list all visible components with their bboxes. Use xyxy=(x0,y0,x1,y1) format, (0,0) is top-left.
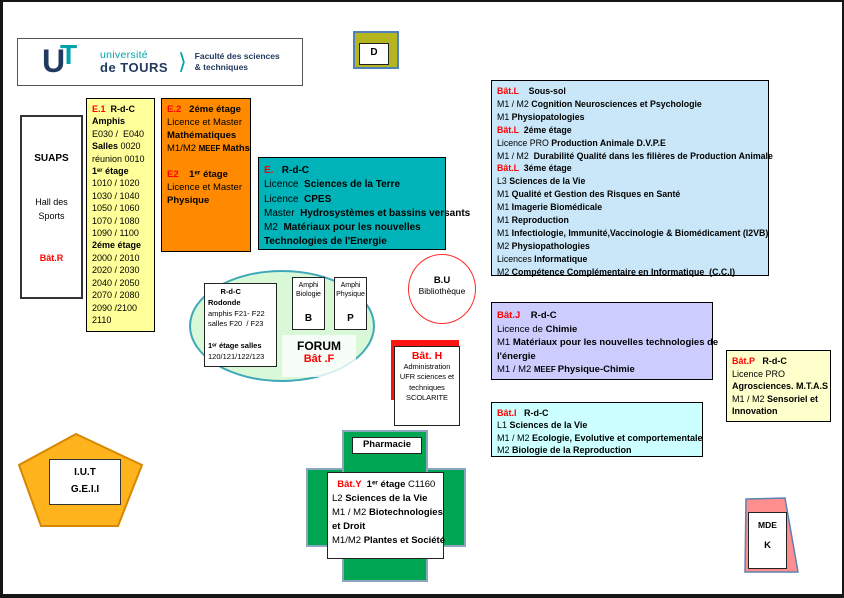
amphi-physique xyxy=(334,277,367,330)
amphi-phy-word2: Physique xyxy=(336,290,365,298)
iut-label xyxy=(49,459,121,505)
pharmacie-label: Pharmacie xyxy=(352,437,422,454)
building-suaps xyxy=(20,115,83,299)
building-i-info: Bât.I R-d-C L1 Sciences de la Vie M1 / M2 Ecologie, Evolutive et comportementale M2 Biologie de la Reproduction xyxy=(491,402,703,457)
suaps-title: SUAPS xyxy=(34,153,69,164)
faculty-name-line1: Faculté des sciences xyxy=(194,51,280,62)
rodonde-info: R-d-C Rodonde amphis F21- F22 salles F20 / F23 1ᵉʳ étage salles 120/121/122/123 xyxy=(204,283,277,367)
faculty-name-line2: & techniques xyxy=(194,62,249,72)
forum-title: FORUM xyxy=(297,339,341,353)
building-d xyxy=(353,31,399,69)
library-circle xyxy=(408,254,476,324)
suaps-hall-line1: Hall des xyxy=(35,197,68,207)
amphi-biologie xyxy=(292,277,325,330)
iut-line1: I.U.T xyxy=(74,467,96,478)
iut-line2: G.E.I.I xyxy=(70,484,100,495)
forum-label xyxy=(282,335,356,377)
amphi-phy-word1: Amphi xyxy=(340,282,361,289)
building-e-info: E. R-d-C Licence Sciences de la Terre Licence CPES Master Hydrosystèmes et bassins versants M2 Matériaux pour les nouvelles Technologies de l'Energie xyxy=(258,157,446,250)
amphi-bio-letter: B xyxy=(304,312,313,324)
ut-logo-icon xyxy=(42,39,94,79)
university-name xyxy=(100,50,168,74)
faculty-name xyxy=(195,51,280,72)
building-e1-info: E.1 R-d-C Amphis E030 / E040 Salles 0020 réunion 0010 1ᵉʳ étage 1010 / 1020 1030 / 1040 1050 / 1060 1070 / 1080 1090 / 1100 2éme étage 2000 / 2010 2020 / 2030 2040 / 2050 2070 / 2080 2090 /2100 2110 xyxy=(86,98,155,332)
logo-box xyxy=(17,38,303,86)
amphi-bio-word1: Amphi xyxy=(298,282,319,289)
bu-subtitle: Bibliothèque xyxy=(418,286,466,296)
forum-batiment-label: Bât .F xyxy=(303,353,335,365)
logo-divider-icon: ⟩ xyxy=(178,49,187,74)
building-e2-info: E.2 2éme étage Licence et Master Mathématiques M1/M2 MEEF Maths E2 1ᵉʳ étage Licence et Master Physique xyxy=(161,98,251,252)
amphi-bio-word2: Biologie xyxy=(296,290,321,298)
university-name-line1: université xyxy=(100,49,148,62)
building-p-info: Bât.P R-d-C Licence PRO Agrosciences. M.T.A.S M1 / M2 Sensoriel et Innovation xyxy=(726,350,831,422)
suaps-batiment-label: Bât.R xyxy=(39,253,64,263)
building-y-info: Bât.Y 1ᵉʳ étage C1160 L2 Sciences de la Vie M1 / M2 Biotechnologies et Droit M1/M2 Plantes et Société xyxy=(327,472,444,559)
suaps-hall-line2: Sports xyxy=(38,210,65,221)
building-j-info: Bât.J R-d-C Licence de Chimie M1 Matériaux pour les nouvelles technologies de l'énergie M1 / M2 MEEF Physique-Chimie xyxy=(491,302,713,380)
suaps-hall xyxy=(22,196,81,223)
mde-line1: MDE xyxy=(758,520,777,530)
ut-logo-u: U xyxy=(42,43,64,79)
building-h-info: Bât. H Administration UFR sciences et techniques SCOLARITE xyxy=(394,346,460,426)
university-name-line2: de TOURS xyxy=(100,59,169,75)
bu-title: B.U xyxy=(433,275,451,286)
mde-label xyxy=(748,512,787,569)
building-l-info: Bât.L Sous-sol M1 / M2 Cognition Neurosciences et Psychologie M1 Physiopatologies Bât.L 2éme étage Licence PRO Production Animale D.V.P.E M1 / M2 Durabilité Qualité dans les filières de Production Animale Bât.L 3éme étage L3 Sciences de la Vie M1 Qualité et Gestion des Risques en Santé M1 Imagerie Biomédicale M1 Reproduction M1 Infectiologie, Immunité,Vaccinologie & Biomédicament (I2VB) M2 Physiopathologies Licences Informatique M2 Compétence Complémentaire en Informatique (C.C.I) xyxy=(491,80,769,276)
building-d-label: D xyxy=(359,43,389,65)
ut-logo-t: T xyxy=(60,39,78,70)
mde-line2: K xyxy=(764,540,771,551)
amphi-phy-letter: P xyxy=(347,312,354,324)
